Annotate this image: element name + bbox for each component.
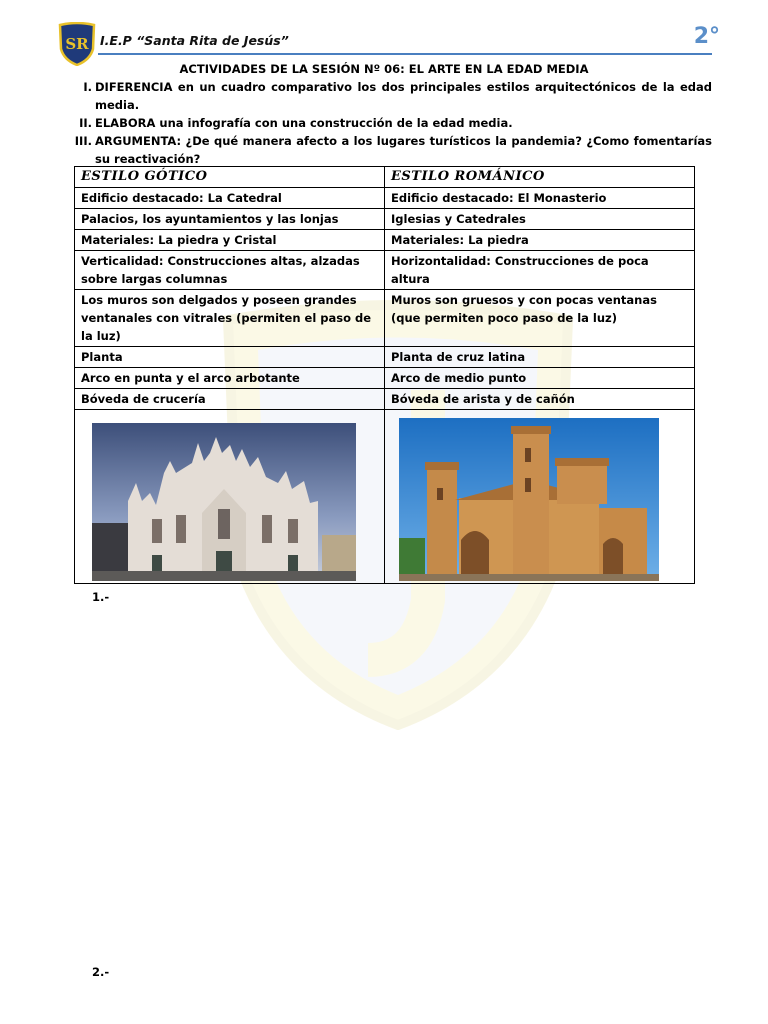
image-cell-romanesque	[385, 410, 695, 584]
table-row	[75, 290, 695, 347]
svg-text:SR: SR	[65, 35, 89, 53]
school-logo	[58, 22, 96, 66]
instruction-number: II.	[79, 116, 92, 130]
page-header	[58, 20, 722, 56]
table-row	[75, 209, 695, 230]
instruction-number: I.	[83, 80, 92, 94]
answer-item-1: 1.-	[92, 590, 110, 604]
table-cell: Bóveda de crucería	[75, 389, 385, 410]
image-cell-gothic	[75, 410, 385, 584]
gothic-cathedral-photo	[92, 423, 356, 581]
instruction-text: ARGUMENTA: ¿De qué manera afecto a los lugares turísticos la pandemia? ¿Como fomentarías su reactivación?	[95, 134, 712, 166]
header-romanesque: ESTILO ROMÁNICO	[385, 167, 695, 188]
table-row	[75, 188, 695, 209]
table-cell: Verticalidad: Construcciones altas, alzadas sobre largas columnas	[75, 251, 385, 290]
table-cell: Muros son gruesos y con pocas ventanas (que permiten poco paso de la luz)	[385, 290, 695, 347]
table-image-row	[75, 410, 695, 584]
table-row	[75, 347, 695, 368]
table-cell: Iglesias y Catedrales	[385, 209, 695, 230]
romanesque-church-photo	[399, 418, 659, 581]
instruction-item	[74, 78, 712, 114]
grade-label: 2°	[693, 24, 720, 49]
table-cell: Planta	[75, 347, 385, 368]
instruction-number: III.	[74, 134, 92, 148]
instruction-item	[74, 114, 712, 132]
instruction-item	[74, 132, 712, 168]
answer-item-2: 2.-	[92, 965, 110, 979]
table-header-row	[75, 167, 695, 188]
table-row	[75, 251, 695, 290]
table-cell: Palacios, los ayuntamientos y las lonjas	[75, 209, 385, 230]
table-cell: Horizontalidad: Construcciones de poca altura	[385, 251, 695, 290]
instruction-text: ELABORA una infografía con una construcción de la edad media.	[95, 116, 513, 130]
table-cell: Edificio destacado: La Catedral	[75, 188, 385, 209]
table-cell: Planta de cruz latina	[385, 347, 695, 368]
instruction-text: DIFERENCIA en un cuadro comparativo los dos principales estilos arquitectónicos de la edad media.	[95, 80, 712, 112]
table-cell: Bóveda de arista y de cañón	[385, 389, 695, 410]
table-cell: Arco de medio punto	[385, 368, 695, 389]
table-row	[75, 389, 695, 410]
table-row	[75, 230, 695, 251]
table-cell: Edificio destacado: El Monasterio	[385, 188, 695, 209]
comparison-table	[74, 166, 695, 584]
header-divider	[98, 53, 712, 55]
table-cell: Arco en punta y el arco arbotante	[75, 368, 385, 389]
table-row	[75, 368, 695, 389]
table-cell: Materiales: La piedra y Cristal	[75, 230, 385, 251]
school-name: I.E.P “Santa Rita de Jesús”	[100, 33, 289, 48]
page-title: ACTIVIDADES DE LA SESIÓN Nº 06: EL ARTE EN LA EDAD MEDIA	[179, 62, 589, 76]
instructions-list	[74, 78, 712, 168]
table-cell: Los muros son delgados y poseen grandes ventanales con vitrales (permiten el paso de la luz)	[75, 290, 385, 347]
table-cell: Materiales: La piedra	[385, 230, 695, 251]
header-gothic: ESTILO GÓTICO	[75, 167, 385, 188]
